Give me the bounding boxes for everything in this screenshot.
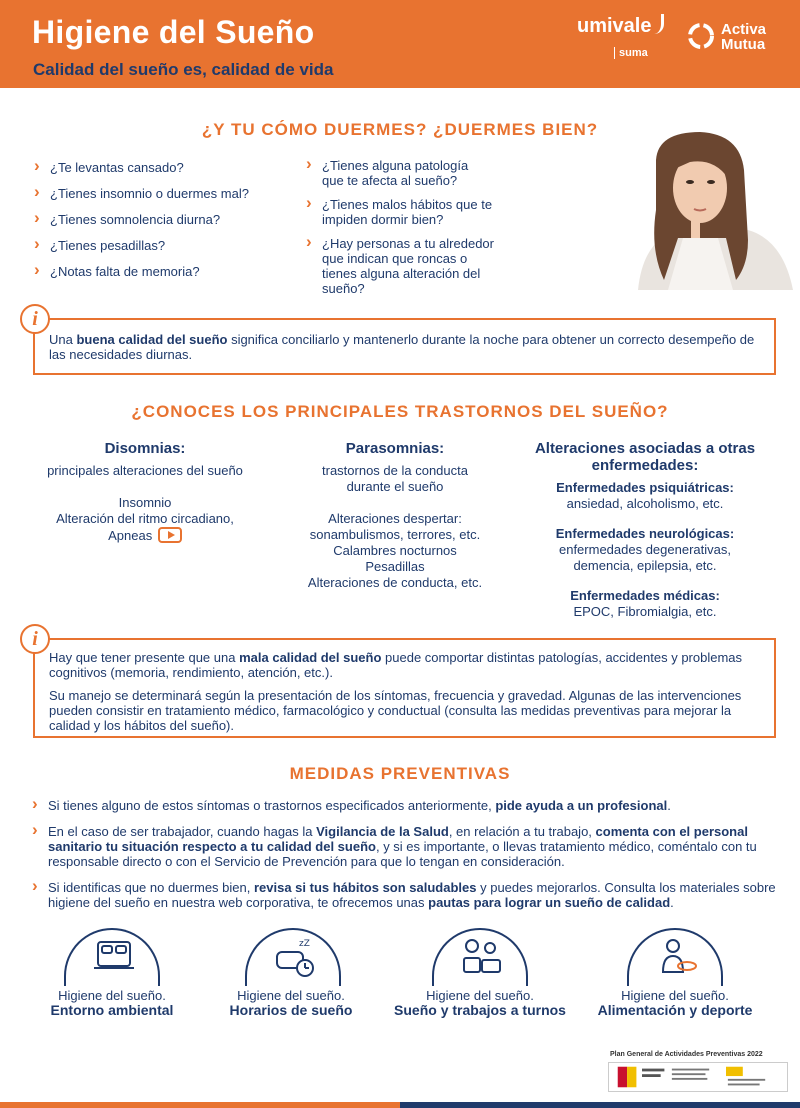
- question-item: › ¿Tienes insomnio o duermes mal?: [34, 186, 294, 201]
- alteraciones-column: [515, 440, 775, 620]
- link-caption-line[interactable]: Higiene del sueño.: [621, 988, 729, 1003]
- alteraciones-group: [515, 588, 775, 620]
- question-item: › ¿Tienes pesadillas?: [34, 238, 294, 253]
- info-text: Una: [49, 332, 77, 347]
- page-header: [0, 0, 800, 88]
- question-item: [306, 158, 566, 188]
- parasomnias-item: Alteraciones despertar:: [328, 511, 462, 526]
- link-caption-line[interactable]: Higiene del sueño.: [426, 988, 534, 1003]
- question-item: [306, 236, 566, 296]
- bed-icon: [92, 936, 136, 976]
- alteraciones-group-text: ansiedad, alcoholismo, etc.: [566, 496, 724, 511]
- measure-text: .: [670, 895, 674, 910]
- government-logo-icon: [608, 1062, 788, 1092]
- alteraciones-title: Alteraciones asociadas a otras: [534, 440, 756, 457]
- suma-logo: [614, 47, 648, 59]
- link-caption-title[interactable]: Horarios de sueño: [229, 1002, 353, 1018]
- question-line: que indican que roncas o: [322, 251, 468, 266]
- footer-plan-text: Plan General de Actividades Preventivas 2022: [610, 1051, 763, 1058]
- measure-text: Si tienes alguno de estos síntomas o trastornos especificados anteriormente,: [48, 798, 496, 813]
- preventive-measures-list: [32, 798, 777, 910]
- disomnias-item-apneas[interactable]: [20, 527, 270, 544]
- info-box-good-sleep: [33, 318, 776, 375]
- alteraciones-group: [515, 526, 775, 574]
- question-line: tienes alguna alteración del: [322, 266, 481, 281]
- parasomnias-title: Parasomnias:: [345, 440, 445, 457]
- activa-mutua-mark-icon: [687, 22, 715, 50]
- umivale-logo[interactable]: [577, 14, 664, 38]
- disomnias-item: Alteración del ritmo circadiano,: [56, 511, 234, 526]
- question-line: impiden dormir bien?: [322, 212, 444, 227]
- link-caption-line[interactable]: Higiene del sueño.: [58, 988, 166, 1003]
- measure-text: Si identificas que no duermes bien,: [48, 880, 254, 895]
- info-paragraph: Su manejo se determinará según la presentación de los síntomas, frecuencia y gravedad. Algunas de las intervenciones pueden consistir en tratamiento médico, farmacológico y conductual (consulta las medidas preventivas para mejorar la calidad y los hábitos del sueño).: [49, 688, 742, 733]
- footer-bar: [0, 1102, 800, 1108]
- footer-bar-blue: [400, 1102, 800, 1108]
- apneas-label[interactable]: Apneas: [108, 528, 153, 543]
- info-paragraph: [49, 650, 760, 680]
- link-caption-title[interactable]: Alimentación y deporte: [597, 1002, 753, 1018]
- parasomnias-column: [275, 440, 515, 591]
- link-entorno-ambiental[interactable]: [17, 988, 207, 1018]
- suma-logo-text: suma: [619, 47, 648, 59]
- parasomnias-item: Alteraciones de conducta, etc.: [307, 575, 483, 590]
- link-horarios-icon-frame[interactable]: [245, 928, 341, 986]
- disomnias-subtitle: principales alteraciones del sueño: [47, 463, 243, 478]
- alteraciones-group-text: enfermedades degenerativas,: [558, 542, 731, 557]
- measure-text: y puedes mejorarlos. Consulta los materiales sobre higiene del sueño en nuestra web corporativa, te ofrecemos unas: [48, 880, 776, 910]
- alteraciones-group-heading: Enfermedades psiquiátricas:: [556, 480, 734, 495]
- link-horarios-sueno[interactable]: [196, 988, 386, 1018]
- info-text: significa conciliarlo y mantenerlo durante la noche para obtener un correcto desempeño de las necesidades diurnas.: [49, 332, 755, 362]
- info-text-bold: mala calidad del sueño: [239, 650, 382, 665]
- link-turnos-icon-frame[interactable]: [432, 928, 528, 986]
- parasomnias-subtitle: durante el sueño: [346, 479, 444, 494]
- right-questions-list: [306, 158, 566, 296]
- question-item: › ¿Tienes somnolencia diurna?: [34, 212, 294, 227]
- alteraciones-group-text: EPOC, Fibromialgia, etc.: [573, 604, 717, 619]
- alteraciones-group-text: demencia, epilepsia, etc.: [573, 558, 717, 573]
- parasomnias-item: sonambulismos, terrores, etc.: [309, 527, 481, 542]
- link-alimentacion-icon-frame[interactable]: [627, 928, 723, 986]
- alteraciones-group-heading: Enfermedades médicas:: [570, 588, 720, 603]
- question-line: ¿Tienes alguna patología: [322, 158, 469, 173]
- measure-text-bold: comenta con el personal sanitario tu situación respecto a tu calidad del sueño: [48, 824, 748, 854]
- info-text: puede comportar distintas patologías, accidentes y problemas cognitivos (memoria, rendimiento, atención, etc.).: [49, 650, 743, 680]
- umivale-logo-text: umivale: [577, 15, 652, 37]
- left-questions-list: [34, 160, 294, 279]
- question-line: ¿Hay personas a tu alrededor: [322, 236, 494, 251]
- measure-text: , en relación a tu trabajo,: [448, 824, 596, 839]
- info-icon: i: [20, 624, 50, 654]
- food-icon: [655, 936, 699, 980]
- section-title-trastornos: ¿CONOCES LOS PRINCIPALES TRASTORNOS DEL SUEÑO?: [131, 402, 669, 421]
- alteraciones-title: enfermedades:: [591, 457, 699, 474]
- section-title-duermes: ¿Y TU CÓMO DUERMES? ¿DUERMES BIEN?: [201, 120, 599, 139]
- question-line: sueño?: [322, 281, 365, 296]
- question-item: › ¿Notas falta de memoria?: [34, 264, 294, 279]
- measure-text-bold: revisa si tus hábitos son saludables: [253, 880, 477, 895]
- info-icon: i: [20, 304, 50, 334]
- page-title: Higiene del Sueño: [32, 14, 315, 50]
- link-turnos[interactable]: [385, 988, 575, 1018]
- measure-text: , y si es importante, o llevas tratamiento médico, coméntalo con tu responsable directo o con el Servicio de Prevención para que lo tengan en consideración.: [48, 839, 757, 869]
- parasomnias-item: Calambres nocturnos: [333, 543, 457, 558]
- activa-mutua-logo[interactable]: [721, 22, 766, 52]
- measure-item: [32, 824, 777, 869]
- measure-item: [32, 880, 777, 910]
- measure-text-bold: pautas para lograr un sueño de calidad: [428, 895, 671, 910]
- page-subtitle: Calidad del sueño es, calidad de vida: [33, 60, 334, 79]
- play-icon[interactable]: [158, 527, 182, 543]
- alteraciones-group-heading: Enfermedades neurológicas:: [555, 526, 735, 541]
- link-caption-line[interactable]: Higiene del sueño.: [237, 988, 345, 1003]
- measure-item: [32, 798, 777, 813]
- info-text: Hay que tener presente que una: [49, 650, 240, 665]
- parasomnias-subtitle: trastornos de la conducta: [322, 463, 468, 478]
- activa-logo-text: Activa: [721, 21, 767, 38]
- info-box-bad-sleep: [33, 638, 776, 738]
- measure-text: .: [667, 798, 671, 813]
- measure-text: En el caso de ser trabajador, cuando hagas la: [48, 824, 317, 839]
- measure-text-bold: pide ayuda a un profesional: [495, 798, 668, 813]
- disomnias-column: [20, 440, 270, 544]
- question-line: que te afecta al sueño?: [322, 173, 458, 188]
- alteraciones-group: [515, 480, 775, 512]
- info-text-bold: buena calidad del sueño: [76, 332, 228, 347]
- question-item: › ¿Te levantas cansado?: [34, 160, 294, 175]
- question-item: [306, 197, 566, 227]
- disomnias-title: Disomnias:: [104, 440, 186, 457]
- measure-text-bold: Vigilancia de la Salud: [316, 824, 449, 839]
- svg-text:zZ: zZ: [299, 939, 310, 949]
- link-caption-title[interactable]: Sueño y trabajos a turnos: [394, 1002, 566, 1018]
- parasomnias-item: Pesadillas: [365, 559, 425, 574]
- clock-icon: [273, 936, 317, 980]
- link-alimentacion[interactable]: [580, 988, 770, 1018]
- mutua-logo-text: Mutua: [721, 36, 766, 53]
- disomnias-item: Insomnio: [118, 495, 172, 510]
- thinking-woman-image: [598, 130, 800, 290]
- shift-work-icon: [460, 936, 504, 980]
- section-title-medidas: MEDIDAS PREVENTIVAS: [289, 764, 511, 783]
- link-entorno-icon-frame[interactable]: [64, 928, 160, 986]
- umivale-swoosh-icon: [654, 14, 664, 34]
- question-line: ¿Tienes malos hábitos que te: [322, 197, 493, 212]
- link-caption-title[interactable]: Entorno ambiental: [50, 1002, 174, 1018]
